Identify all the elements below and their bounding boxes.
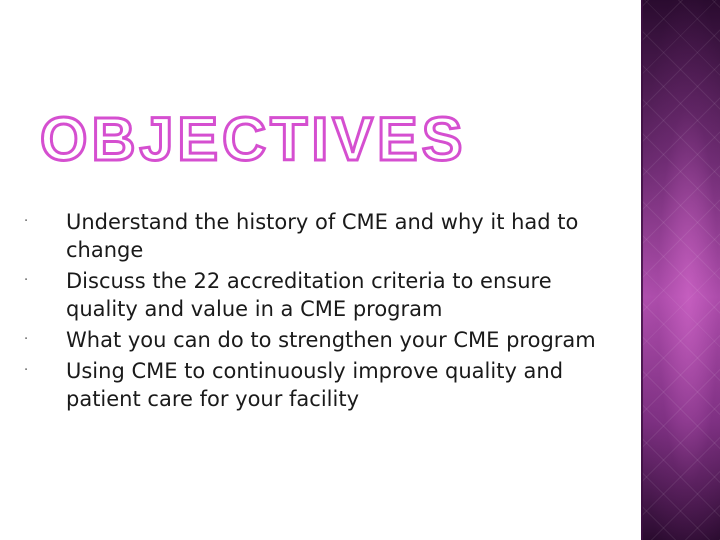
diamond-pattern bbox=[641, 0, 720, 540]
bullet-item-3 bbox=[24, 326, 620, 354]
bullet-text: Understand the history of CME and why it had to change bbox=[66, 210, 579, 262]
bullet-marker: · bbox=[24, 214, 29, 229]
bullet-item-1 bbox=[24, 208, 620, 264]
slide-title: OBJECTIVES bbox=[40, 106, 467, 170]
slide-title-graphic bbox=[40, 106, 600, 170]
bullet-text: What you can do to strengthen your CME program bbox=[66, 328, 596, 352]
bullet-list bbox=[24, 208, 620, 416]
bullet-marker: · bbox=[24, 273, 29, 288]
slide-title-container bbox=[40, 106, 600, 170]
bullet-item-4 bbox=[24, 357, 620, 413]
bullet-marker: · bbox=[24, 332, 29, 347]
bullet-item-2 bbox=[24, 267, 620, 323]
decorative-side-panel bbox=[641, 0, 720, 540]
bullet-marker: · bbox=[24, 363, 29, 378]
bullet-text: Using CME to continuously improve quality and patient care for your facility bbox=[66, 359, 564, 411]
panel-edge-divider bbox=[641, 0, 643, 540]
bullet-text: Discuss the 22 accreditation criteria to ensure quality and value in a CME program bbox=[66, 269, 552, 321]
